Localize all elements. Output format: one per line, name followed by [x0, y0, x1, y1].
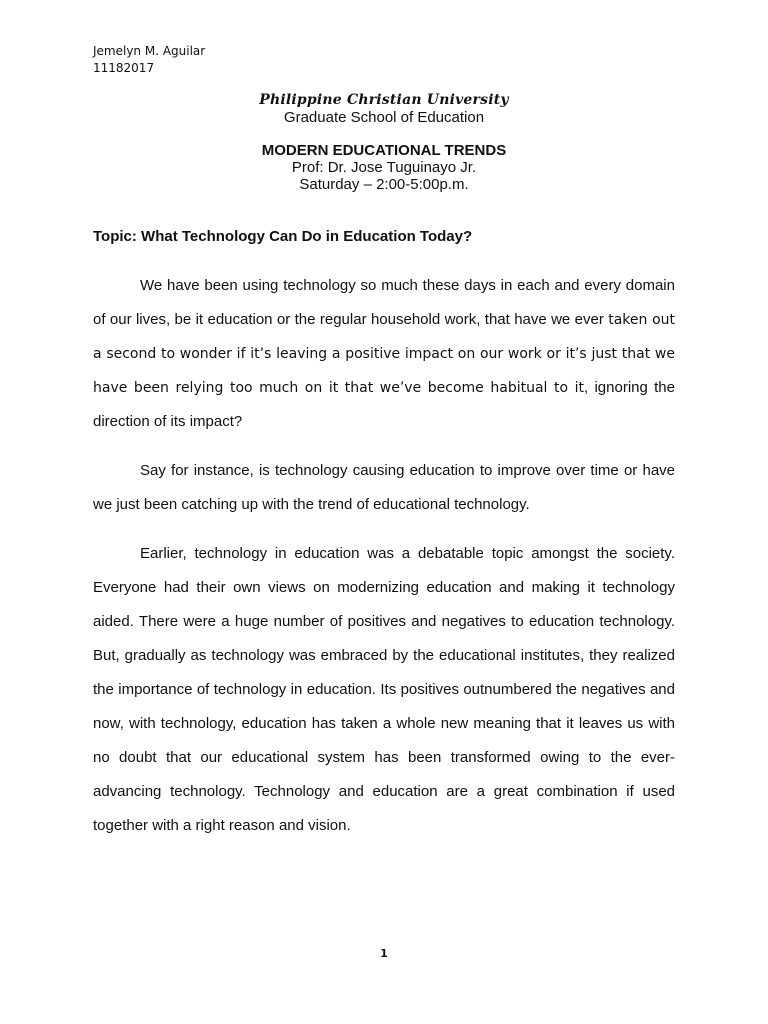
- course-professor: Prof: Dr. Jose Tuguinayo Jr.: [291, 159, 477, 176]
- paragraph-1-part-a: We have been using technology so much these days in each and every domain of our lives, be it education or the regular household work, that have we ever: [93, 277, 675, 328]
- university-name: Philippine Christian University: [259, 92, 509, 108]
- paragraph-3: Earlier, technology in education was a debatable topic amongst the society. Everyone had their own views on modernizing education and making it technology aided. There were a huge number of positives and negatives to education technology. But, gradually as technology was embraced by the educational institutes, they realized the importance of technology in education. Its positives outnumbered the negatives and now, with technology, education has taken a whole new meaning that it leaves us with no doubt that our educational system has been transformed owing to the ever-advancing technology. Technology and education are a great combination if used together with a right reason and vision.: [93, 545, 675, 834]
- paragraph-1-part-c: , ignoring the direction of its impact?: [93, 379, 675, 430]
- page-number: 1: [380, 947, 388, 960]
- author-block: [93, 43, 205, 77]
- course-title: MODERN EDUCATIONAL TRENDS: [261, 142, 507, 159]
- author-id: 11182017: [93, 61, 155, 75]
- course-block: [0, 142, 768, 193]
- author-name: Jemelyn M. Aguilar: [93, 44, 206, 58]
- paragraph-2: Say for instance, is technology causing education to improve over time or have we just been catching up with the trend of educational technology.: [93, 462, 675, 513]
- school-name: Graduate School of Education: [283, 109, 485, 126]
- paragraph-1: [93, 269, 675, 439]
- course-schedule: Saturday – 2:00-5:00p.m.: [299, 176, 469, 193]
- topic-heading: Topic: What Technology Can Do in Education Today?: [93, 228, 473, 245]
- paragraph-1-part-b: taken out a second to wonder if it’s leaving a positive impact on our work or it’s just that we have been relying too much on it that we’ve become habitual to it: [93, 312, 675, 396]
